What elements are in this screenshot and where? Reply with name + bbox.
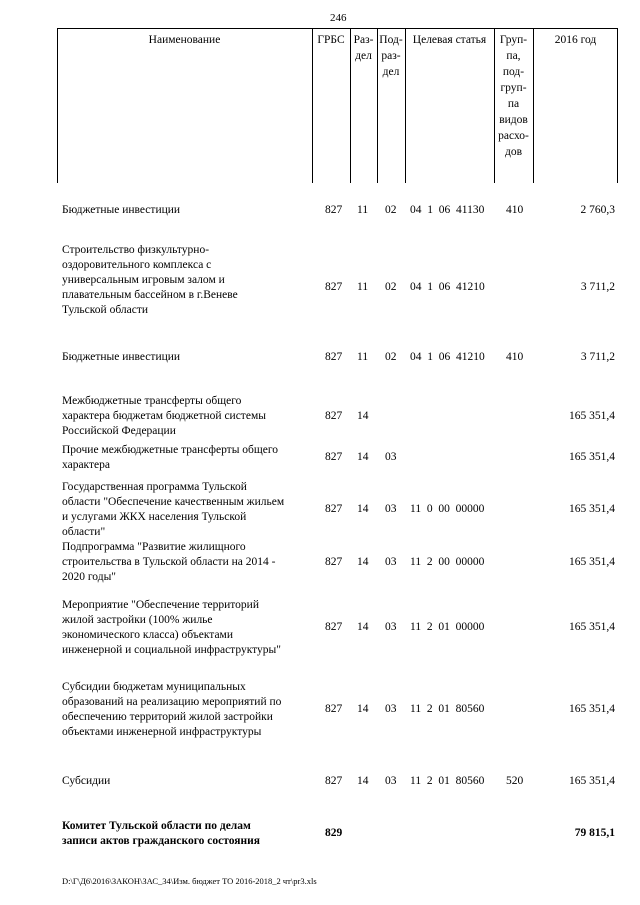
row-target-article: 11 2 01 00000 [410,621,485,633]
row-razdel: 11 [357,204,369,216]
row-grbs: 827 [325,503,343,515]
header-group: Груп- па, под- груп- па видов расхо- дов [498,34,529,158]
row-amount: 165 351,4 [569,703,615,715]
row-name: Подпрограмма "Развитие жилищного строительства в Тульской области на 2014 - 2020 годы" [62,541,276,583]
row-razdel: 14 [357,410,369,422]
row-amount: 165 351,4 [569,410,615,422]
row-amount: 165 351,4 [569,775,615,787]
row-name: Субсидии [62,775,111,787]
row-target-article: 11 2 00 00000 [410,556,485,568]
row-podrazdel: 03 [385,556,397,568]
row-grbs: 829 [325,827,343,839]
row-target-article: 11 2 01 80560 [410,775,485,787]
row-podrazdel: 03 [385,621,397,633]
row-razdel: 14 [357,775,369,787]
header-grbs: ГРБС [317,34,345,46]
row-name: Субсидии бюджетам муниципальных образований на реализацию мероприятий по обеспечению территорий жилой застройки объектами инженерной инфраструктуры [62,681,282,738]
row-razdel: 14 [357,703,369,715]
row-razdel: 14 [357,621,369,633]
header-name: Наименование [148,34,221,46]
col-divider [533,28,534,183]
row-podrazdel: 03 [385,451,397,463]
row-podrazdel: 03 [385,775,397,787]
row-amount: 3 711,2 [580,351,615,363]
col-divider [405,28,406,183]
row-amount: 3 711,2 [580,281,615,293]
row-podrazdel: 02 [385,204,397,216]
row-grbs: 827 [325,703,343,715]
row-razdel: 14 [357,503,369,515]
row-razdel: 11 [357,351,369,363]
row-name: Межбюджетные трансферты общего характера бюджетам бюджетной системы Российской Федерации [62,395,266,437]
row-group: 410 [506,351,524,363]
row-podrazdel: 02 [385,351,397,363]
row-name: Строительство физкультурно- оздоровительного комплекса с универсальным игровым залом и плавательным бассейном в г.Веневе Тульской области [62,244,238,316]
row-name: Комитет Тульской области по делам записи актов гражданского состояния [62,820,260,847]
row-name: Бюджетные инвестиции [62,351,181,363]
row-name: Бюджетные инвестиции [62,204,181,216]
row-grbs: 827 [325,410,343,422]
header-razdel: Раз- дел [353,34,374,62]
row-razdel: 14 [357,556,369,568]
row-amount: 165 351,4 [569,503,615,515]
page-number: 246 [330,12,347,24]
row-grbs: 827 [325,351,343,363]
row-podrazdel: 03 [385,503,397,515]
row-target-article: 04 1 06 41210 [410,281,485,293]
row-amount: 79 815,1 [574,827,615,839]
row-amount: 165 351,4 [569,556,615,568]
row-razdel: 11 [357,281,369,293]
row-group: 520 [506,775,524,787]
header-podrazdel: Под- раз- дел [379,34,403,78]
row-grbs: 827 [325,775,343,787]
row-grbs: 827 [325,204,343,216]
row-amount: 165 351,4 [569,451,615,463]
row-group: 410 [506,204,524,216]
file-path-footer: D:\Г\Д6\2016\ЗАКОН\ЗАС_34\Изм. бюджет ТО 2016-2018_2 чт\pr3.xls [62,876,317,886]
row-target-article: 11 0 00 00000 [410,503,485,515]
row-podrazdel: 02 [385,281,397,293]
row-razdel: 14 [357,451,369,463]
row-target-article: 04 1 06 41210 [410,351,485,363]
row-grbs: 827 [325,621,343,633]
row-target-article: 11 2 01 80560 [410,703,485,715]
row-name: Прочие межбюджетные трансферты общего характера [62,444,279,471]
header-target-article: Целевая статья [412,34,487,46]
row-podrazdel: 03 [385,703,397,715]
row-grbs: 827 [325,451,343,463]
row-amount: 165 351,4 [569,621,615,633]
row-name: Государственная программа Тульской области "Обеспечение качественным жильем и услугами ЖКХ населения Тульской области" [62,481,285,538]
row-grbs: 827 [325,281,343,293]
row-target-article: 04 1 06 41130 [410,204,485,216]
header-year: 2016 год [554,34,597,46]
col-divider [312,28,313,183]
row-amount: 2 760,3 [580,204,615,216]
row-name: Мероприятие "Обеспечение территорий жилой застройки (100% жилье экономического класса) объектами инженерной и социальной инфраструктуры" [62,599,281,656]
row-grbs: 827 [325,556,343,568]
